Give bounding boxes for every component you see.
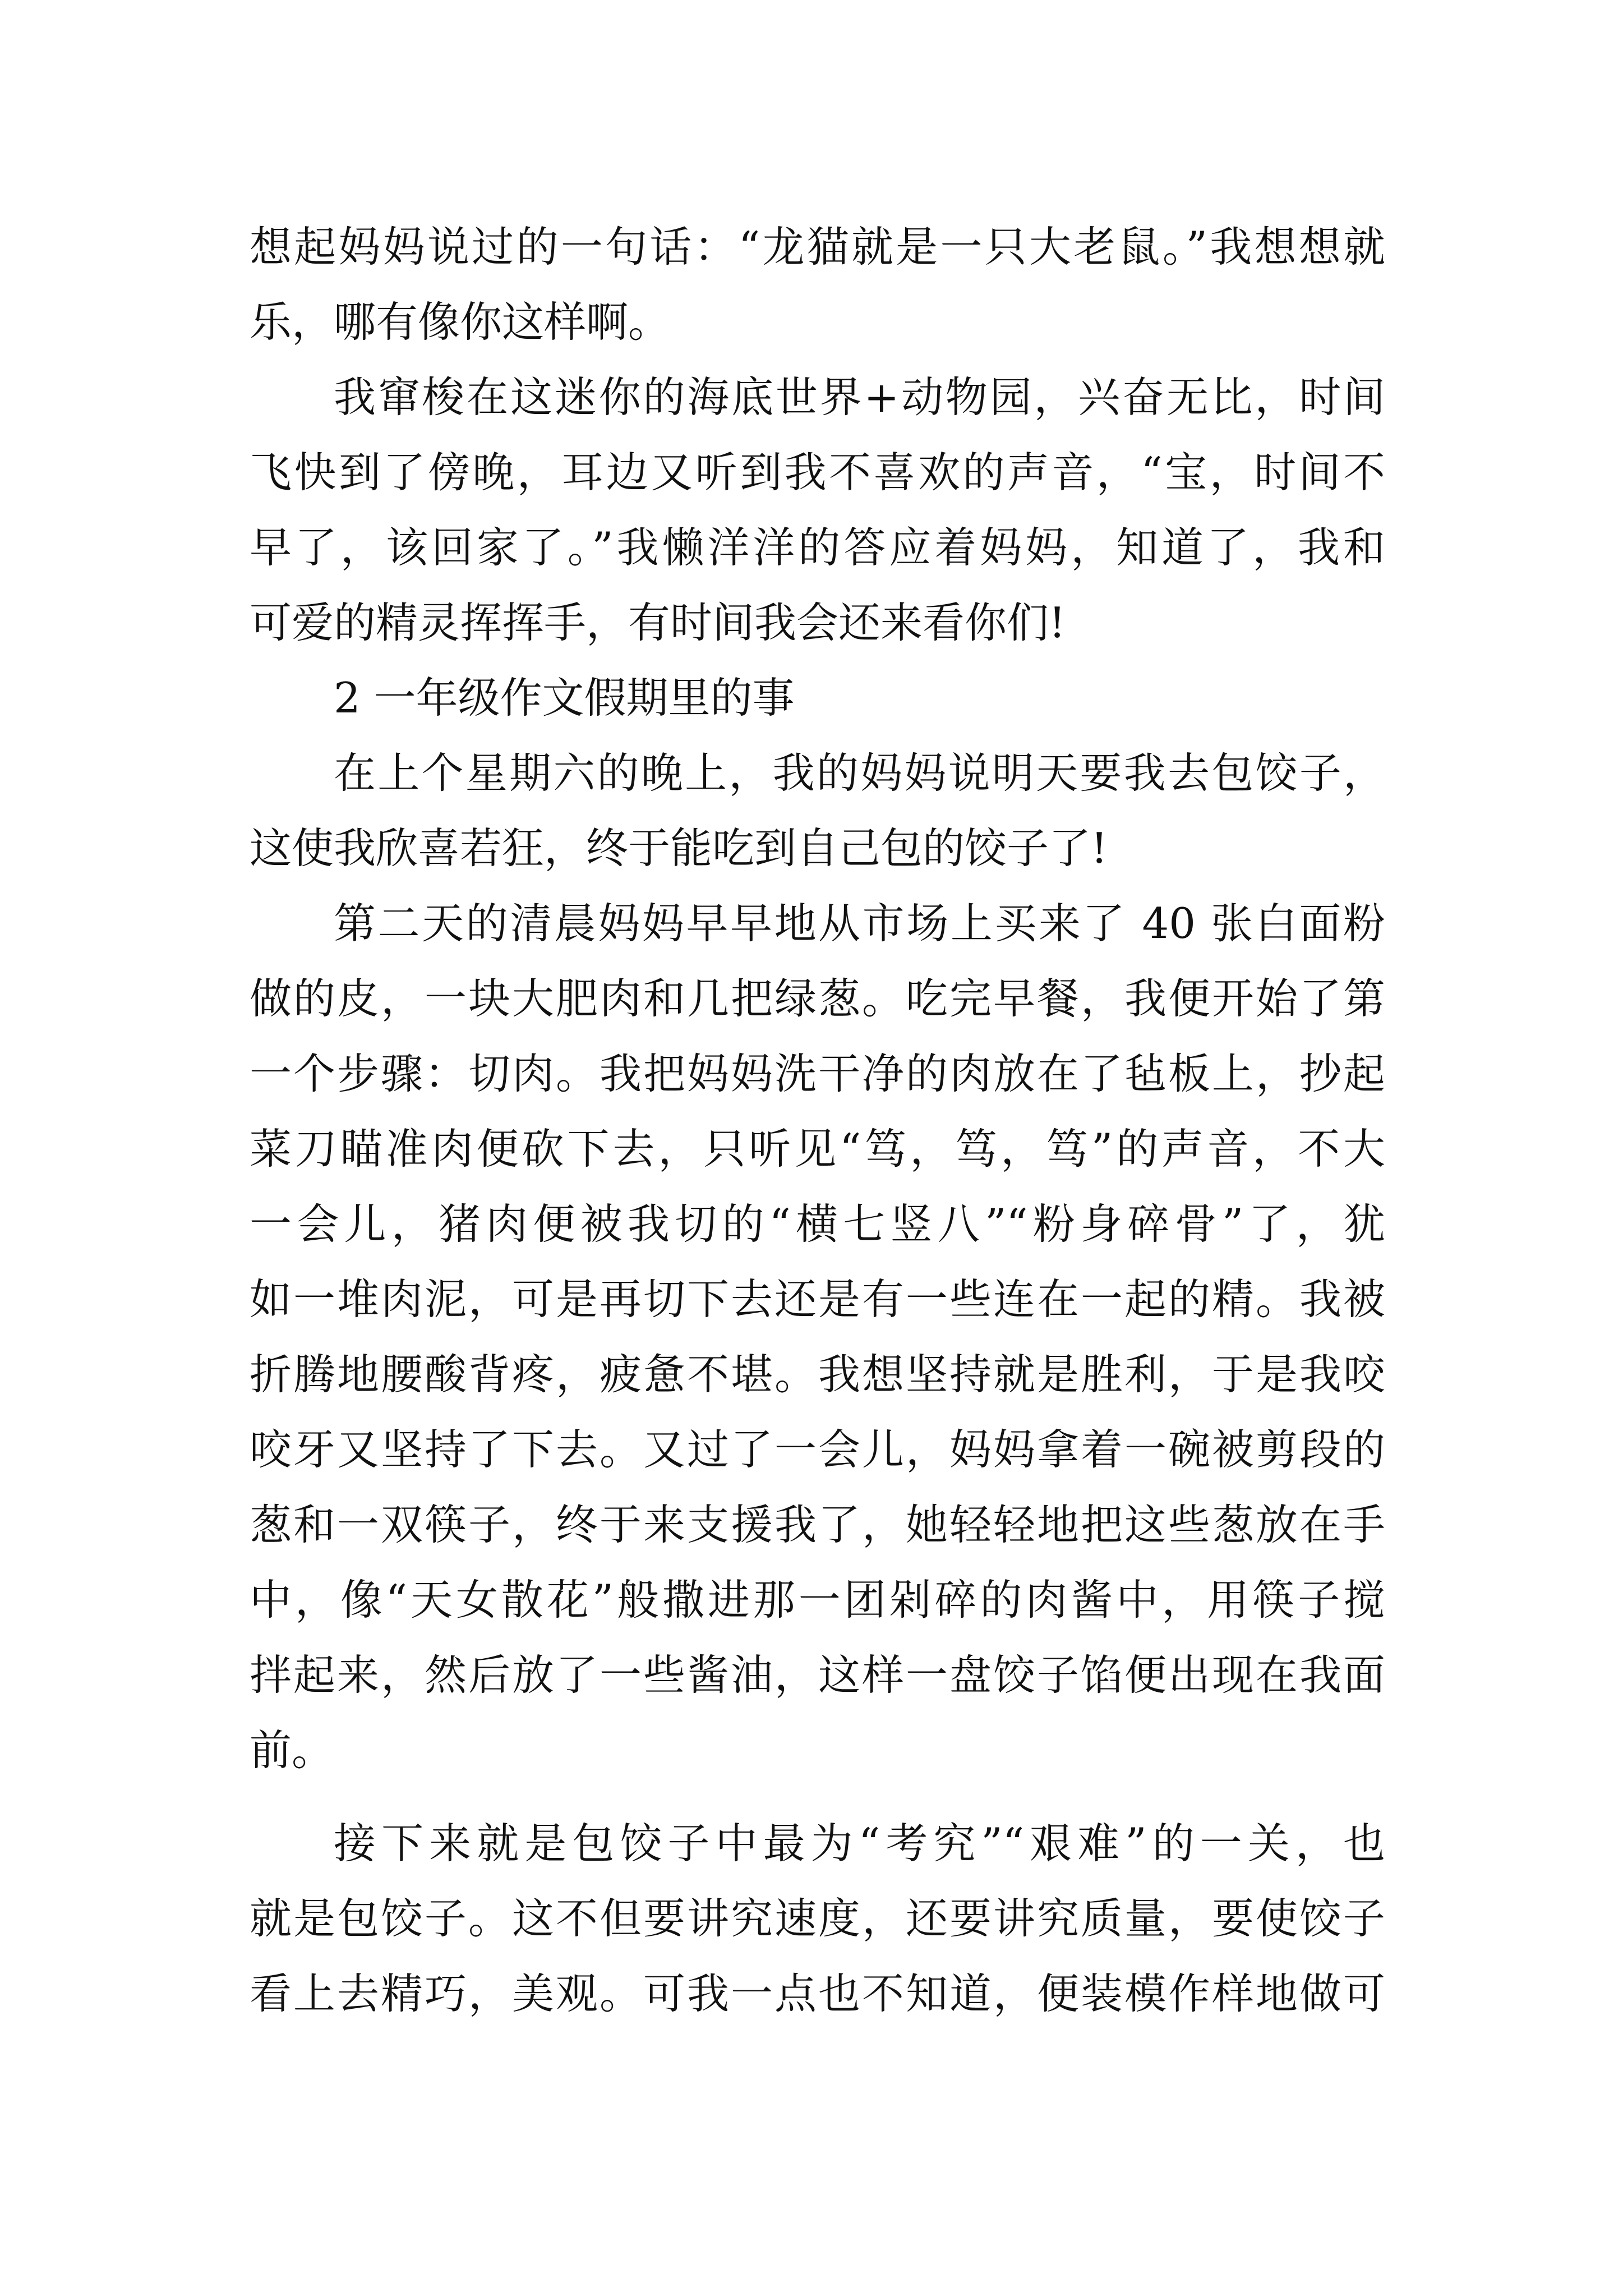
- section-heading: 2 一年级作文假期里的事: [334, 673, 795, 723]
- text-line: 想起妈妈说过的一句话：“龙猫就是一只大老鼠。”我想想就: [250, 222, 1385, 272]
- text-line: 拌起来，然后放了一些酱油，这样一盘饺子馅便出现在我面: [250, 1650, 1385, 1700]
- text-line: 这使我欣喜若狂，终于能吃到自己包的饺子了!: [250, 823, 1108, 873]
- text-line: 折腾地腰酸背疼，疲惫不堪。我想坚持就是胜利，于是我咬: [250, 1350, 1385, 1399]
- text-line: 我窜梭在这迷你的海底世界+动物园，兴奋无比，时间: [334, 372, 1385, 422]
- document-body: [250, 209, 1385, 2031]
- text-line: 菜刀瞄准肉便砍下去，只听见“笃，笃，笃”的声音，不大: [250, 1124, 1385, 1174]
- text-line: 一会儿，猪肉便被我切的“横七竖八”“粉身碎骨”了，犹: [250, 1199, 1385, 1249]
- text-line: 早了，该回家了。”我懒洋洋的答应着妈妈，知道了，我和: [250, 523, 1385, 572]
- text-line: 可爱的精灵挥挥手，有时间我会还来看你们!: [250, 598, 1066, 647]
- text-line: 葱和一双筷子，终于来支援我了，她轻轻地把这些葱放在手: [250, 1500, 1385, 1549]
- text-line: 做的皮，一块大肥肉和几把绿葱。吃完早餐，我便开始了第: [250, 974, 1385, 1023]
- text-line: 看上去精巧，美观。可我一点也不知道，便装模作样地做可: [250, 1969, 1385, 2018]
- text-line: 接下来就是包饺子中最为“考究”“艰难”的一关，也: [334, 1819, 1385, 1868]
- text-line: 咬牙又坚持了下去。又过了一会儿，妈妈拿着一碗被剪段的: [250, 1425, 1385, 1474]
- text-line: 中，像“天女散花”般撒进那一团剁碎的肉酱中，用筷子搅: [250, 1575, 1385, 1625]
- text-line: 如一堆肉泥，可是再切下去还是有一些连在一起的精。我被: [250, 1274, 1385, 1324]
- text-line: 第二天的清晨妈妈早早地从市场上买来了 40 张白面粉: [334, 899, 1385, 948]
- text-line: 在上个星期六的晚上，我的妈妈说明天要我去包饺子，: [334, 748, 1385, 798]
- text-line: 飞快到了傍晚，耳边又听到我不喜欢的声音，“宝，时间不: [250, 448, 1385, 497]
- paragraph-gap: [250, 1788, 1385, 1806]
- text-line: 前。: [250, 1726, 334, 1775]
- text-line: 一个步骤：切肉。我把妈妈洗干净的肉放在了毡板上，抄起: [250, 1049, 1385, 1098]
- text-line: 就是包饺子。这不但要讲究速度，还要讲究质量，要使饺子: [250, 1894, 1385, 1943]
- text-line: 乐，哪有像你这样啊。: [250, 297, 671, 347]
